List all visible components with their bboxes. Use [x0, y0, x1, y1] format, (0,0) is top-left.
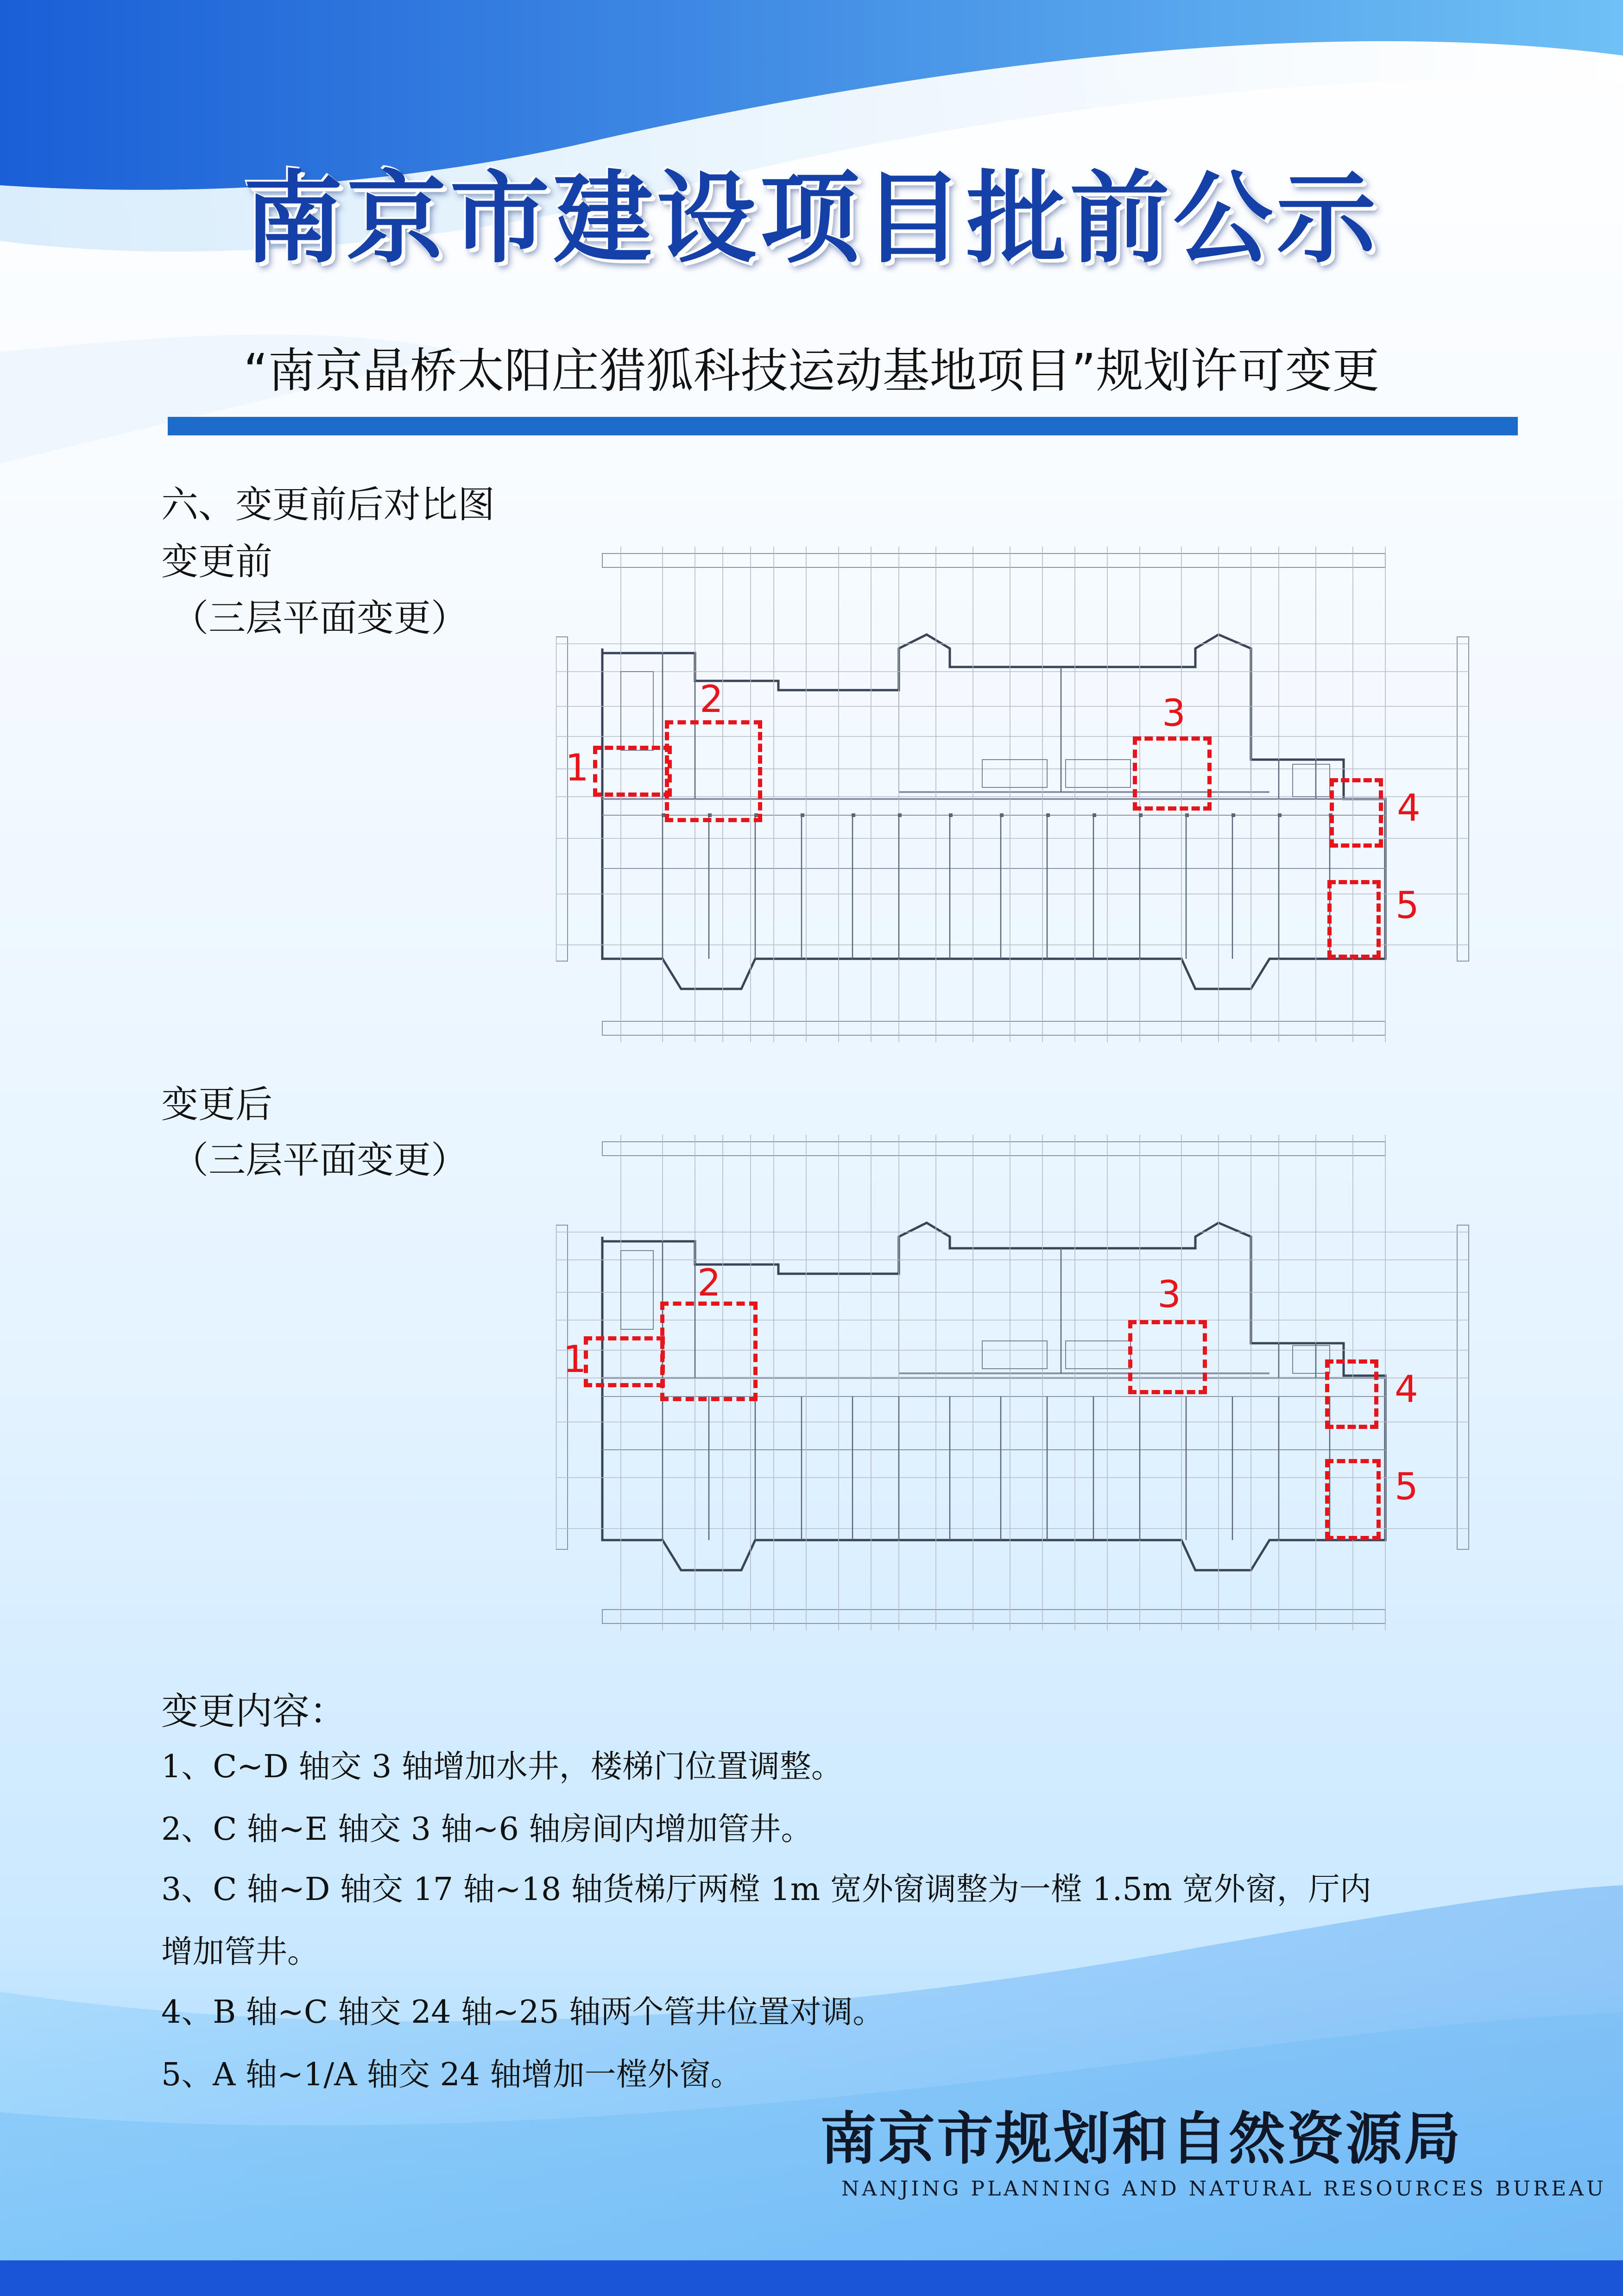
- floor-plan-before: [556, 537, 1483, 1047]
- before-label: 变更前: [161, 540, 272, 583]
- after-note: （三层平面变更）: [171, 1139, 468, 1182]
- before-highlight-5-label: 5: [1396, 884, 1419, 927]
- title-divider: [168, 417, 1518, 435]
- before-highlight-4-label: 4: [1397, 786, 1421, 830]
- project-subtitle: “南京晶桥太阳庄猎狐科技运动基地项目”规划许可变更: [243, 344, 1380, 399]
- before-highlight-4: [1330, 778, 1383, 848]
- change-item-3: 3、C 轴~D 轴交 17 轴~18 轴货梯厅两樘 1m 宽外窗调整为一樘 1.5m 宽外窗，厅内: [161, 1871, 1371, 1908]
- page-title: 南京市建设项目批前公示: [243, 159, 1380, 277]
- after-highlight-1-label: 1: [563, 1338, 587, 1381]
- after-highlight-1: [584, 1336, 665, 1387]
- before-highlight-3: [1133, 736, 1212, 811]
- after-highlight-5-label: 5: [1395, 1465, 1418, 1508]
- bureau-name-cn: 南京市规划和自然资源局: [820, 2105, 1462, 2172]
- before-highlight-2: [665, 720, 762, 822]
- after-highlight-4: [1325, 1359, 1378, 1429]
- change-item-5: 5、A 轴~1/A 轴交 24 轴增加一樘外窗。: [161, 2057, 742, 2093]
- change-item-2: 2、C 轴~E 轴交 3 轴~6 轴房间内增加管井。: [161, 1811, 813, 1848]
- bureau-name-en: NANJING PLANNING AND NATURAL RESOURCES BUREAU: [841, 2177, 1607, 2201]
- before-highlight-1-label: 1: [565, 746, 589, 789]
- change-item-4: 4、B 轴~C 轴交 24 轴~25 轴两个管井位置对调。: [161, 1994, 884, 2031]
- before-highlight-2-label: 2: [700, 678, 723, 721]
- before-highlight-5: [1327, 880, 1381, 959]
- after-highlight-3-label: 3: [1157, 1273, 1181, 1316]
- change-item-3-continued: 增加管井。: [161, 1934, 319, 1970]
- before-note: （三层平面变更）: [171, 597, 468, 640]
- before-highlight-1: [593, 746, 672, 797]
- changes-heading: 变更内容：: [161, 1690, 347, 1733]
- bottom-bar: [0, 2260, 1623, 2296]
- floor-plan-after: [556, 1126, 1483, 1635]
- change-item-1: 1、C~D 轴交 3 轴增加水井，楼梯门位置调整。: [161, 1749, 843, 1785]
- before-highlight-3-label: 3: [1162, 692, 1186, 735]
- after-highlight-4-label: 4: [1395, 1368, 1418, 1411]
- after-highlight-2-label: 2: [697, 1261, 721, 1304]
- after-highlight-3: [1128, 1320, 1207, 1394]
- section-heading: 六、变更前后对比图: [161, 483, 495, 526]
- after-highlight-2: [660, 1302, 758, 1401]
- after-label: 变更后: [161, 1083, 272, 1126]
- after-highlight-5: [1325, 1459, 1381, 1540]
